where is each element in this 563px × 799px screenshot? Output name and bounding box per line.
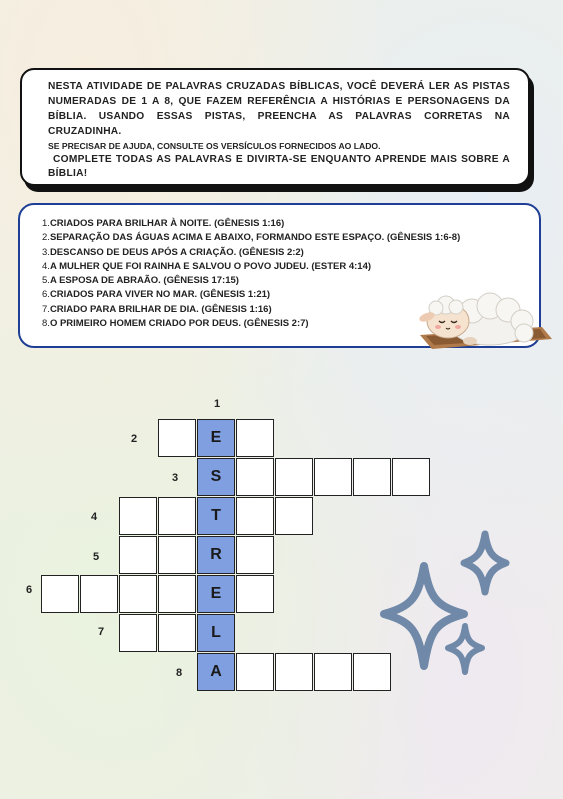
clue-text: A MULHER QUE FOI RAINHA E SALVOU O POVO JUDEU. (ESTER 4:14) <box>49 260 372 272</box>
crossword-cell[interactable] <box>236 419 274 457</box>
clue-number-label: 2 <box>131 433 138 445</box>
clue-text: SEPARAÇÃO DAS ÁGUAS ACIMA E ABAIXO, FORMANDO ESTE ESPAÇO. (GÊNESIS 1:6-8) <box>49 232 461 244</box>
crossword-cell[interactable] <box>314 653 352 691</box>
clue-number-label: 5 <box>93 551 100 563</box>
crossword-letter-cell[interactable]: E <box>197 419 235 457</box>
crossword-cell[interactable] <box>236 653 274 691</box>
crossword-cell[interactable] <box>275 458 313 496</box>
crossword-cell[interactable] <box>119 536 157 574</box>
clue-number: 6. <box>42 289 50 301</box>
clue-text: CRIADOS PARA BRILHAR À NOITE. (GÊNESIS 1:16) <box>49 218 285 229</box>
crossword-cell[interactable] <box>236 458 274 496</box>
crossword-cell[interactable] <box>236 575 274 613</box>
clue-number: 2. <box>42 232 50 244</box>
crossword-cell[interactable] <box>275 497 313 535</box>
clue-item <box>42 231 539 245</box>
crossword-letter-cell[interactable]: A <box>197 653 235 691</box>
crossword-cell[interactable] <box>236 536 274 574</box>
crossword-cell[interactable] <box>158 536 196 574</box>
clue-number: 1. <box>42 218 50 229</box>
crossword-letter-cell[interactable]: T <box>197 497 235 535</box>
clue-number-label: 3 <box>172 472 179 484</box>
crossword-letter-cell[interactable]: S <box>197 458 235 496</box>
intro-main-text: NESTA ATIVIDADE DE PALAVRAS CRUZADAS BÍBLICAS, VOCÊ DEVERÁ LER AS PISTAS NUMERADAS DE 1 A 8, QUE FAZEM REFERÊNCIA A HISTÓRIAS E PERSONAGENS DA BÍBLIA. USANDO ESSAS PISTAS, PREENCHA AS PALAVRAS CORRETAS NA CRUZADINHA. <box>48 81 510 137</box>
clue-number: 3. <box>42 246 50 258</box>
clue-text: DESCANSO DE DEUS APÓS A CRIAÇÃO. (GÊNESIS 2:2) <box>49 246 304 258</box>
crossword-cell[interactable] <box>80 575 118 613</box>
clue-number: 5. <box>42 275 50 287</box>
crossword-letter-cell[interactable]: E <box>197 575 235 613</box>
crossword-cell[interactable] <box>314 458 352 496</box>
sheep-illustration <box>412 283 557 353</box>
clue-item <box>42 260 539 274</box>
clue-text: O PRIMEIRO HOMEM CRIADO POR DEUS. (GÊNESIS 2:7) <box>49 318 309 330</box>
sparkle-stars-icon <box>378 528 528 688</box>
crossword-cell[interactable] <box>119 614 157 652</box>
intro-end-text: COMPLETE TODAS AS PALAVRAS E DIVIRTA-SE ENQUANTO APRENDE MAIS SOBRE A BÍBLIA! <box>48 154 510 179</box>
crossword-cell[interactable] <box>158 614 196 652</box>
crossword-cell[interactable] <box>275 653 313 691</box>
clue-text: CRIADOS PARA VIVER NO MAR. (GÊNESIS 1:21) <box>49 289 271 301</box>
crossword-cell[interactable] <box>119 497 157 535</box>
clue-item <box>42 246 539 260</box>
crossword-cell[interactable] <box>158 497 196 535</box>
crossword-cell[interactable] <box>158 419 196 457</box>
crossword-cell[interactable] <box>158 575 196 613</box>
crossword-letter-cell[interactable]: R <box>197 536 235 574</box>
clue-item <box>42 217 539 231</box>
clue-text: CRIADO PARA BRILHAR DE DIA. (GÊNESIS 1:16) <box>49 303 272 315</box>
clue-number-label: 1 <box>214 398 221 410</box>
clue-number-label: 7 <box>98 626 105 638</box>
clue-number: 7. <box>42 303 50 315</box>
clue-number: 8. <box>42 318 50 330</box>
intro-help-text: SE PRECISAR DE AJUDA, CONSULTE OS VERSÍCULOS FORNECIDOS AO LADO. <box>48 141 381 151</box>
clue-text: A ESPOSA DE ABRAÃO. (GÊNESIS 17:15) <box>49 275 239 287</box>
clue-number-label: 4 <box>91 511 98 523</box>
clue-number-label: 6 <box>26 584 33 596</box>
crossword-letter-cell[interactable]: L <box>197 614 235 652</box>
clue-number: 4. <box>42 260 50 272</box>
crossword-cell[interactable] <box>392 458 430 496</box>
clue-number-label: 8 <box>176 667 183 679</box>
crossword-cell[interactable] <box>119 575 157 613</box>
crossword-cell[interactable] <box>236 497 274 535</box>
crossword-cell[interactable] <box>353 458 391 496</box>
intro-box <box>20 68 530 186</box>
crossword-cell[interactable] <box>41 575 79 613</box>
